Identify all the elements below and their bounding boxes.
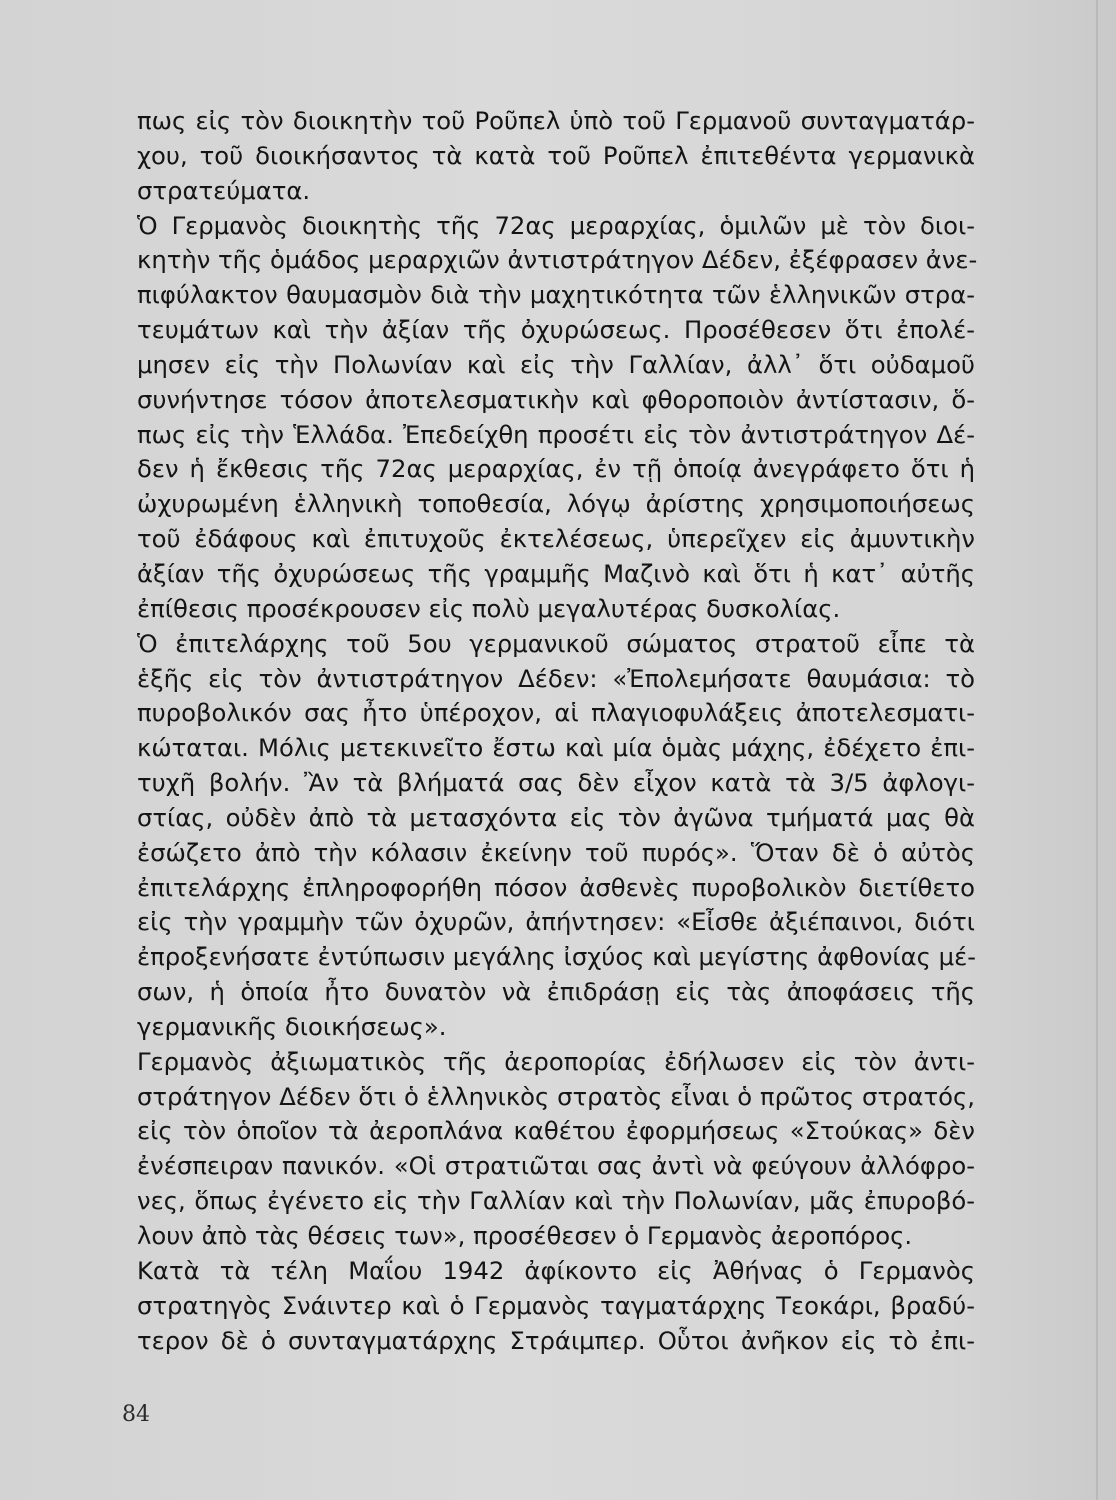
text-line: συνήντησε τόσον ἀποτελεσματικὴν καὶ φθοροποιὸν ἀντίστασιν, ὅ- <box>137 384 975 414</box>
text-line: χου, τοῦ διοικήσαντος τὰ κατὰ τοῦ Ροῦπελ ἐπιτεθέντα γερμανικὰ <box>137 140 975 170</box>
text-line: λουν ἀπὸ τὰς θέσεις των», προσέθεσεν ὁ Γερμανὸς ἀεροπόρος. <box>137 1221 913 1250</box>
text-line: στράτηγον Δέδεν ὅτι ὁ ἑλληνικὸς στρατὸς εἶναι ὁ πρῶτος στρατός, <box>137 1081 975 1111</box>
text-line: πιφύλακτον θαυμασμὸν διὰ τὴν μαχητικότητα τῶν ἑλληνικῶν στρα- <box>137 280 975 310</box>
text-line: Κατὰ τὰ τέλη Μαΐου 1942 ἀφίκοντο εἰς Ἀθήνας ὁ Γερμανὸς <box>137 1255 975 1285</box>
text-line: στρατεύματα. <box>137 175 311 205</box>
body-text <box>137 104 978 1358</box>
text-line: ἐπιτελάρχης ἐπληροφορήθη πόσον ἀσθενὲς πυροβολικὸν διετίθετο <box>137 872 975 902</box>
text-line: ὠχυρωμένη ἑλληνικὴ τοποθεσία, λόγῳ ἀρίστης χρησιμοποιήσεως <box>137 489 975 519</box>
text-line: εἰς τὴν γραμμὴν τῶν ὀχυρῶν, ἀπήντησεν: «Εἶσθε ἀξιέπαινοι, διότι <box>137 907 975 937</box>
text-line: τοῦ ἐδάφους καὶ ἐπιτυχοῦς ἐκτελέσεως, ὑπερεῖχεν εἰς ἀμυντικὴν <box>137 524 975 554</box>
text-line: ἑξῆς εἰς τὸν ἀντιστράτηγον Δέδεν: «Ἐπολεμήσατε θαυμάσια: τὸ <box>137 663 975 693</box>
text-line: δεν ἡ ἔκθεσις τῆς 72ας μεραρχίας, ἐν τῇ ὁποίᾳ ἀνεγράφετο ὅτι ἡ <box>137 454 975 484</box>
text-line: τυχῆ βολήν. Ἂν τὰ βλήματά σας δὲν εἶχον κατὰ τὰ 3/5 ἀφλογι- <box>137 768 975 798</box>
text-line: νες, ὅπως ἐγένετο εἰς τὴν Γαλλίαν καὶ τὴν Πολωνίαν, μᾶς ἐπυροβό- <box>137 1186 975 1216</box>
text-line: πως εἰς τὸν διοικητὴν τοῦ Ροῦπελ ὑπὸ τοῦ Γερμανοῦ συνταγματάρ- <box>137 106 975 135</box>
text-line: πυροβολικόν σας ἦτο ὑπέροχον, αἱ πλαγιοφυλάξεις ἀποτελεσματι- <box>137 698 975 728</box>
text-line: ἐπροξενήσατε ἐντύπωσιν μεγάλης ἰσχύος καὶ μεγίστης ἀφθονίας μέ- <box>137 942 977 972</box>
text-line: Γερμανὸς ἀξιωματικὸς τῆς ἀεροπορίας ἐδήλωσεν εἰς τὸν ἀντι- <box>137 1046 975 1076</box>
text-line: ἐνέσπειραν πανικόν. «Οἱ στρατιῶται σας ἀντὶ νὰ φεύγουν ἀλλόφρο- <box>137 1151 975 1181</box>
text-line: ἀξίαν τῆς ὀχυρώσεως τῆς γραμμῆς Μαζινὸ καὶ ὅτι ἡ κατ᾽ αὐτῆς <box>137 558 975 588</box>
text-line: πως εἰς τὴν Ἑλλάδα. Ἐπεδείχθη προσέτι εἰς τὸν ἀντιστράτηγον Δέ- <box>137 419 975 449</box>
text-line: γερμανικῆς διοικήσεως». <box>137 1011 447 1041</box>
page-edge <box>1096 0 1098 1500</box>
text-line: στρατηγὸς Σνάιντερ καὶ ὁ Γερμανὸς ταγματάρχης Τεοκάρι, βραδύ- <box>137 1290 975 1320</box>
text-line: μησεν εἰς τὴν Πολωνίαν καὶ εἰς τὴν Γαλλίαν, ἀλλ᾽ ὅτι οὐδαμοῦ <box>137 349 975 379</box>
text-line: κώταται. Μόλις μετεκινεῖτο ἔστω καὶ μία ὁμὰς μάχης, ἐδέχετο ἐπι- <box>137 733 975 763</box>
text-line: ἐπίθεσις προσέκρουσεν εἰς πολὺ μεγαλυτέρας δυσκολίας. <box>137 593 841 623</box>
text-line: Ὁ ἐπιτελάρχης τοῦ 5ου γερμανικοῦ σώματος στρατοῦ εἶπε τὰ <box>137 628 975 658</box>
text-line: τευμάτων καὶ τὴν ἀξίαν τῆς ὀχυρώσεως. Προσέθεσεν ὅτι ἐπολέ- <box>137 315 975 345</box>
text-line: τερον δὲ ὁ συνταγματάρχης Στράιμπερ. Οὗτοι ἀνῆκον εἰς τὸ ἐπι- <box>137 1325 975 1355</box>
text-line: σων, ἡ ὁποία ἦτο δυνατὸν νὰ ἐπιδράσῃ εἰς τὰς ἀποφάσεις τῆς <box>137 977 975 1007</box>
text-line: ἐσώζετο ἀπὸ τὴν κόλασιν ἐκείνην τοῦ πυρός». Ὅταν δὲ ὁ αὐτὸς <box>137 837 975 867</box>
text-line: Ὁ Γερμανὸς διοικητὴς τῆς 72ας μεραρχίας, ὁμιλῶν μὲ τὸν διοι- <box>137 210 975 240</box>
page-number: 84 <box>122 1402 150 1427</box>
text-line: εἰς τὸν ὁποῖον τὰ ἀεροπλάνα καθέτου ἐφορμήσεως «Στούκας» δὲν <box>137 1116 975 1146</box>
text-line: κητὴν τῆς ὁμάδος μεραρχιῶν ἀντιστράτηγον Δέδεν, ἐξέφρασεν ἀνε- <box>137 245 978 275</box>
text-line: στίας, οὐδὲν ἀπὸ τὰ μετασχόντα εἰς τὸν ἀγῶνα τμήματά μας θὰ <box>137 802 975 832</box>
